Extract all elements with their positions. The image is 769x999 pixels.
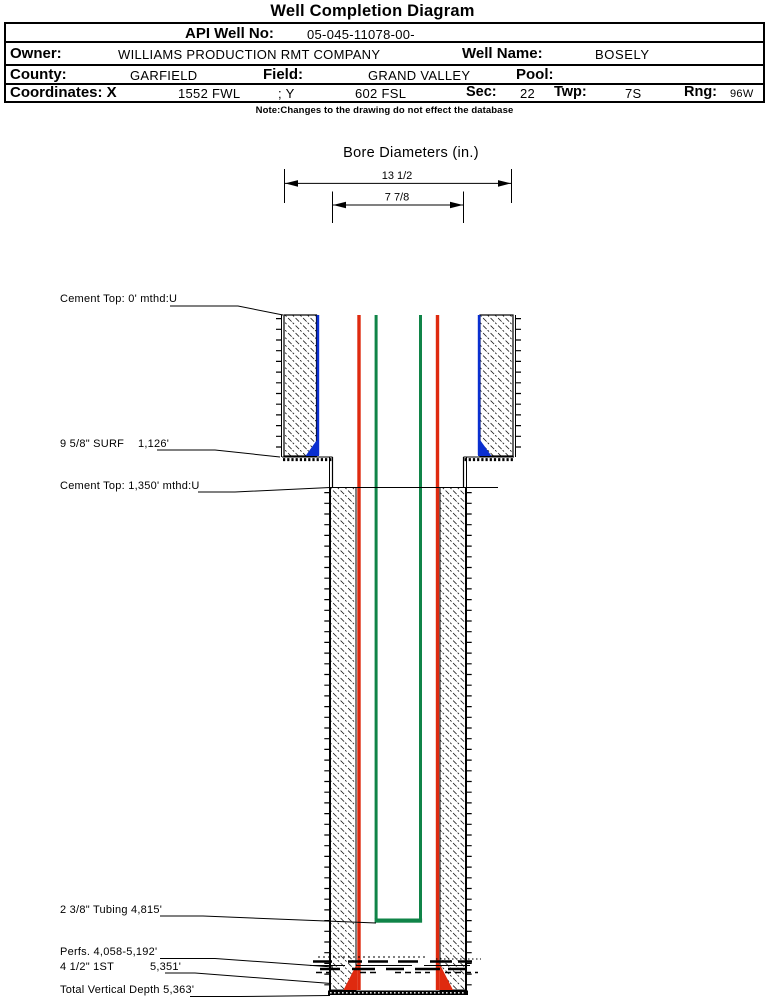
surface-casing-depth: 1,126' <box>138 438 170 450</box>
outer-bore-value: 13 1/2 <box>381 170 413 182</box>
surface-cement-right <box>480 315 513 456</box>
field-label: Field: <box>263 66 303 83</box>
production-casing-depth: 5,351' <box>150 961 182 973</box>
sec-value: 22 <box>520 86 536 101</box>
county-label: County: <box>10 66 67 83</box>
production-cement-left <box>331 488 357 991</box>
bottom-plug <box>328 991 468 996</box>
county-value: GARFIELD <box>130 68 198 83</box>
surface-casing-wall-right <box>478 315 481 455</box>
cement-top-surface-leader <box>170 306 283 315</box>
surface-cement-left <box>284 315 317 456</box>
production-cement <box>331 488 466 991</box>
surface-shoe-ledges <box>282 457 514 460</box>
api-value: 05-045-11078-00- <box>307 27 415 42</box>
field-value: GRAND VALLEY <box>368 68 471 83</box>
inner-bore-dimension <box>333 192 464 224</box>
production-casing-label: 4 1/2" 1ST <box>60 961 115 973</box>
well-name-label: Well Name: <box>462 45 543 62</box>
production-casing-wall-left <box>357 315 360 990</box>
inner-bore-value: 7 7/8 <box>384 191 410 204</box>
sec-label: Sec: <box>466 84 497 100</box>
annotations <box>60 293 498 997</box>
left-arrowhead <box>285 180 298 187</box>
surface-casing-label: 9 5/8" SURF <box>60 438 125 450</box>
cement-top-surface-label: Cement Top: 0' mthd:U <box>60 293 178 305</box>
tubing-wall-left <box>375 315 378 919</box>
pool-label: Pool: <box>516 66 554 83</box>
production-cement-right <box>440 488 466 991</box>
twp-label: Twp: <box>554 84 587 100</box>
production-casing-leader <box>165 973 331 984</box>
well-name-value: BOSELY <box>595 47 650 62</box>
right-arrowhead <box>450 202 463 209</box>
rng-label: Rng: <box>684 84 718 100</box>
tubing-bottom <box>375 919 423 923</box>
perfs-leader <box>160 959 333 968</box>
right-arrowhead <box>498 180 511 187</box>
note-text: Note:Changes to the drawing do not effect the database <box>255 105 514 116</box>
tubing-wall-right <box>419 315 422 919</box>
tubing-label: 2 3/8" Tubing 4,815' <box>60 904 163 916</box>
api-label: API Well No: <box>185 25 274 42</box>
total-depth-leader <box>190 996 330 997</box>
production-casing-wall-right <box>436 315 439 990</box>
total-depth-label: Total Vertical Depth 5,363' <box>60 984 195 996</box>
coordinate-y-value: 602 FSL <box>355 86 407 101</box>
surface-casing-leader <box>157 450 280 457</box>
owner-label: Owner: <box>10 45 62 62</box>
production-casing <box>344 315 454 990</box>
surface-casing <box>282 315 514 460</box>
cement-top-production-label: Cement Top: 1,350' mthd:U <box>60 480 200 492</box>
coordinate-y-label: ; Y <box>278 86 295 101</box>
owner-value: WILLIAMS PRODUCTION RMT COMPANY <box>118 47 381 62</box>
twp-value: 7S <box>625 86 642 101</box>
rng-value: 96W <box>730 88 754 100</box>
bore-diameters-section <box>285 145 512 223</box>
bore-diameters-title: Bore Diameters (in.) <box>343 145 479 161</box>
surface-casing-wall-left <box>317 315 320 455</box>
page-title: Well Completion Diagram <box>270 2 475 20</box>
left-arrowhead <box>333 202 346 209</box>
perfs-label: Perfs. 4,058-5,192' <box>60 946 158 958</box>
tubing-string <box>375 315 423 923</box>
coordinates-label: Coordinates: X <box>10 84 117 101</box>
coordinate-x-value: 1552 FWL <box>178 86 241 101</box>
